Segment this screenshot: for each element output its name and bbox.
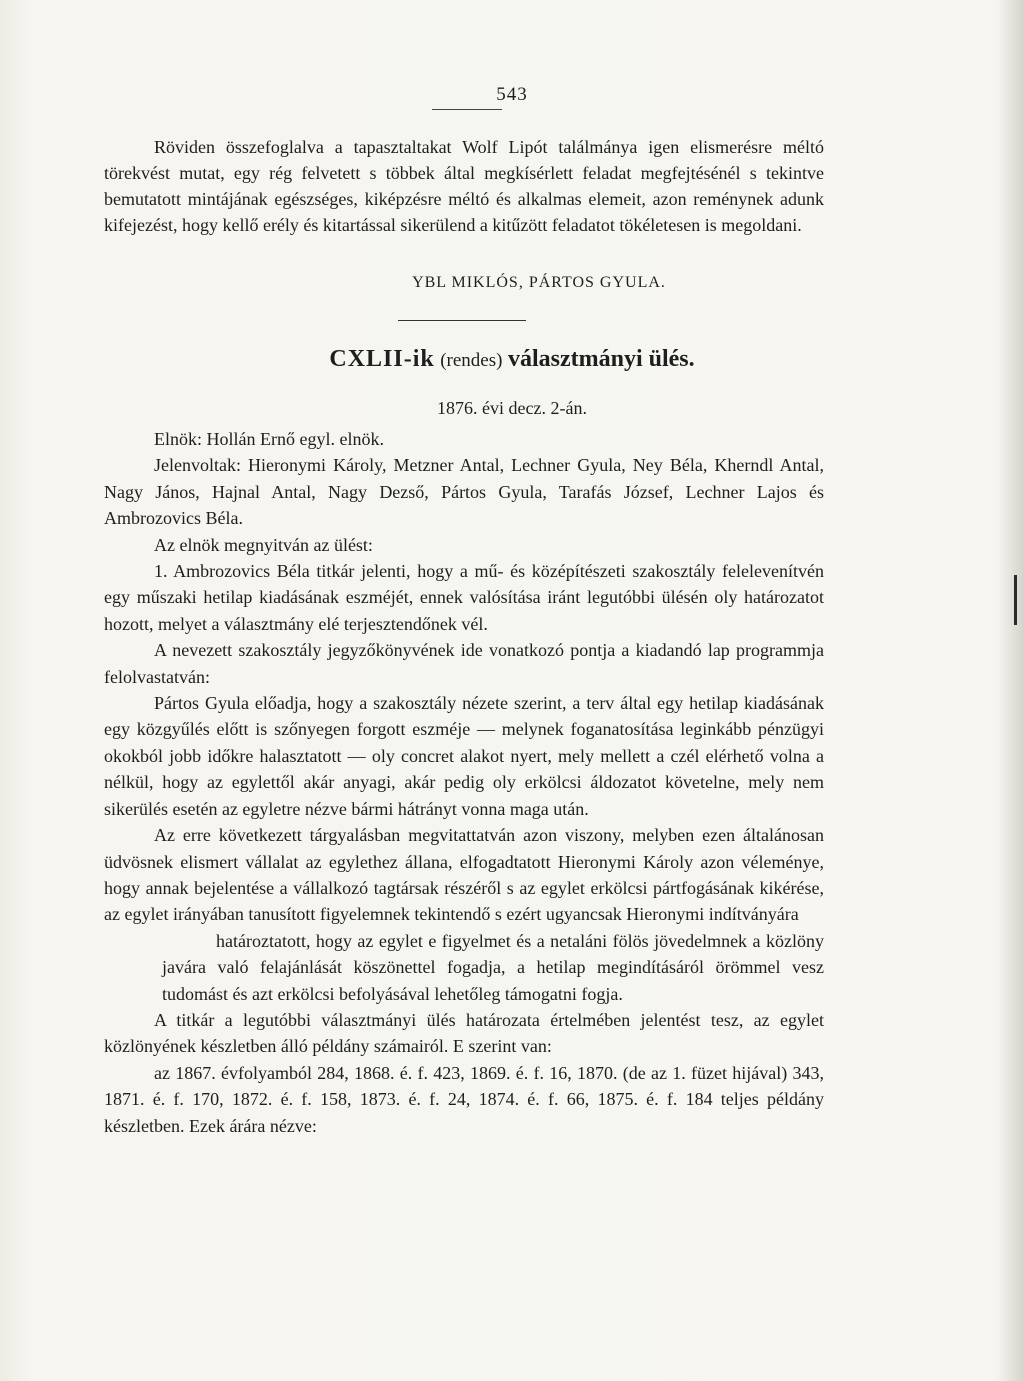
signature: YBL MIKLÓS, PÁRTOS GYULA. — [412, 274, 666, 291]
resolution-paragraph: határoztatott, hogy az egylet e figyelmet és a netaláni fölös jövedelmnek a közlöny javára való felajánlását köszönettel fogadja, a hetilap megindításáról örömmel vesz tudomást és azt erkölcsi befolyásával lehetőleg támogatni fogja. — [162, 930, 824, 1004]
session-number: CXLII-ik — [329, 346, 435, 372]
chair-line: Elnök: Hollán Ernő egyl. elnök. — [154, 429, 384, 449]
intro-block — [104, 134, 824, 238]
stock-list: az 1867. évfolyamból 284, 1868. é. f. 423, 1869. é. f. 16, 1870. (de az 1. füzet hijával) 343, 1871. é. f. 170, 1872. é. f. 158, 1873. é. f. 24, 1874. é. f. 66, 1875. é. f. 184 teljes példány készletben. Ezek árára nézve: — [104, 1062, 824, 1136]
page-edge-shadow — [998, 0, 1024, 1381]
attendees-paragraph: Jelenvoltak: Hieronymi Károly, Metzner Antal, Lechner Gyula, Ney Béla, Kherndl Antal, Nagy János, Hajnal Antal, Nagy Dezső, Pártos Gyula, Tarafás József, Lechner Lajos és Ambrozovics Béla. — [104, 455, 824, 529]
section-divider — [398, 320, 526, 321]
minutes-body — [104, 426, 824, 1139]
intro-paragraph: Röviden összefoglalva a tapasztaltakat Wolf Lipót találmánya igen elismerésre méltó törekvést mutat, egy rég felvetett s többek által megkísérlett feladat megfejtésénél s tekintve bemutatott mintájának egészséges, kiképzésre méltó és alkalmas elemeit, azon reménynek adunk kifejezést, hogy kellő erély és kitartással sikerülend a kitűzött feladatot tökéletesen is megoldani. — [104, 137, 824, 235]
discussion-paragraph: Az erre következett tárgyalásban megvitattatván azon viszony, melyben ezen általánosan üdvösnek elismert vállalat az egylethez állana, elfogadtatott Hieronymi Károly azon véleménye, hogy annak bejelentése a vállalkozó tagtársak részéről s az egylet erkölcsi pártfogásának kikérése, az egylet irányában tanusított figyelemnek tekintendő s ezért ugyancsak Hieronymi indítványára — [104, 825, 824, 925]
page-number: 543 — [496, 84, 528, 105]
scan-margin-mark — [1014, 575, 1017, 625]
page-number-rule — [432, 109, 502, 110]
session-heading — [0, 346, 1024, 373]
secretary-report: A titkár a legutóbbi választmányi ülés határozata értelmében jelentést tesz, az egylet közlönyének készletben álló példány számairól. E szerint van: — [104, 1009, 824, 1057]
session-title: választmányi ülés. — [507, 346, 695, 372]
session-date: 1876. évi decz. 2-án. — [437, 398, 587, 418]
partos-paragraph: Pártos Gyula előadja, hogy a szakosztály nézete szerint, a terv által egy hetilap kiadásának egy közgyűlés előtt is szőnyegen forgott eszméje — melynek foganatosítása leginkább pénzügyi okokból jobb időkre halasztatott — oly concret alakot nyert, mely mellett a czél elérhető volna a nélkül, hogy az egylettől akár anyagi, akár pedig oly erkölcsi áldozatot követelne, mely nem sikerülés esetén az egyletre nézve bármi hátrányt vonna maga után. — [104, 693, 824, 819]
opening-line: Az elnök megnyitván az ülést: — [154, 534, 373, 555]
session-type: (rendes) — [440, 350, 503, 371]
item-1-paragraph: 1. Ambrozovics Béla titkár jelenti, hogy a mű- és középítészeti szakosztály felelevenítvén egy műszaki hetilap kiadásának eszméjét, ennek valósítása iránt legutóbbi ülésén oly határozatot hozott, melyet a választmány elé terjesztendőnek vél. — [104, 561, 824, 634]
item-1-continuation: A nevezett szakosztály jegyzőkönyvének ide vonatkozó pontja a kiadandó lap programmja felolvastatván: — [104, 640, 824, 687]
